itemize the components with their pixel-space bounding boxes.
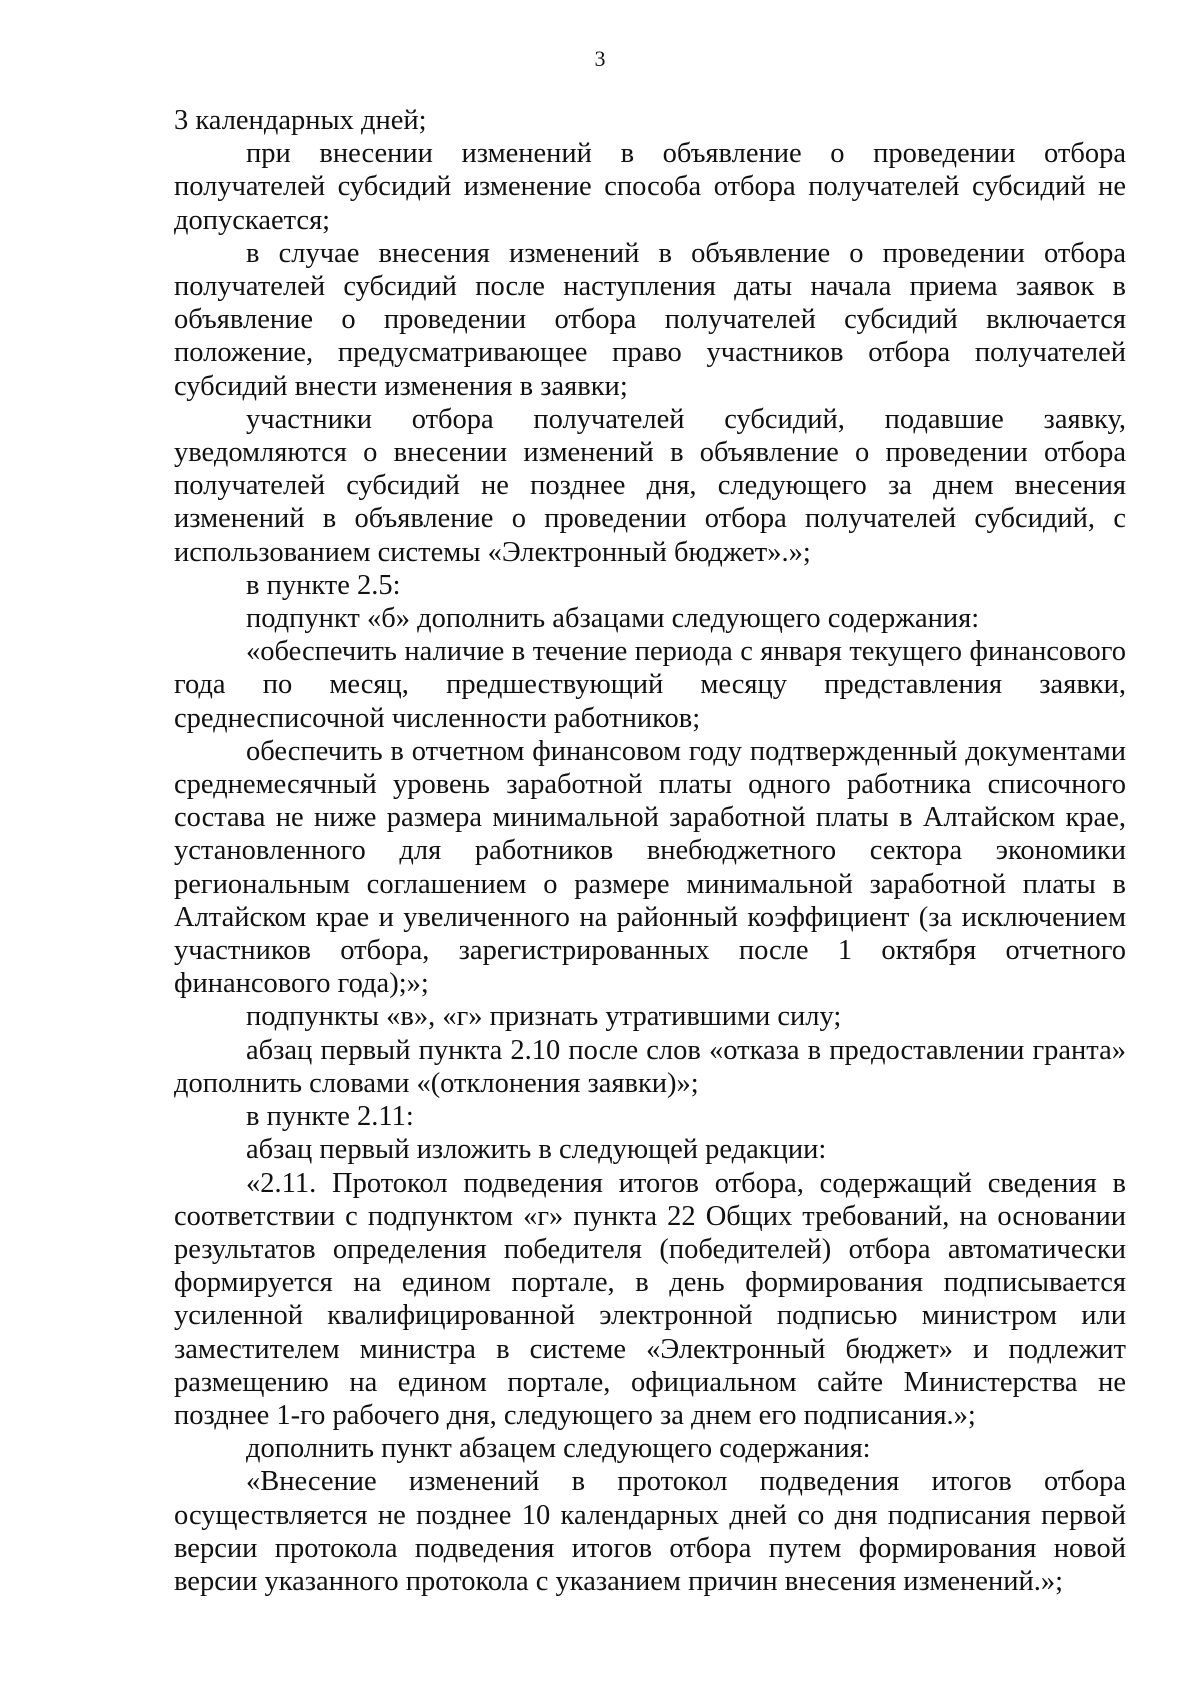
paragraph-protocol-changes: «Внесение изменений в протокол подведения итогов отбора осуществляется не позднее 10 календарных дней со дня подписания первой версии протокола подведения итогов отбора путем формирования новой версии указанного протокола с указанием причин внесения изменений.»; bbox=[174, 1466, 1126, 1597]
paragraph-subitems-invalid: подпункты «в», «г» признать утратившими силу; bbox=[246, 1001, 842, 1033]
paragraph-method-change: при внесении изменений в объявление о проведении отбора получателей субсидий изменение способа отбора получателей субсидий не допускается; bbox=[174, 138, 1126, 236]
paragraph-subitem-b: подпункт «б» дополнить абзацами следующего содержания: bbox=[246, 603, 980, 635]
page-number: 3 bbox=[594, 46, 606, 71]
paragraph-calendar-days: 3 календарных дней; bbox=[174, 105, 427, 136]
paragraph-add-abzac: дополнить пункт абзацем следующего содержания: bbox=[246, 1433, 871, 1465]
paragraph-salary-level: обеспечить в отчетном финансовом году подтвержденный документами среднемесячный уровень заработной платы одного работника списочного состава не ниже размера минимальной заработной платы в Алтайском крае, установленного для работников внебюджетного сектора экономики региональным соглашением о размере минимальной заработной платы в Алтайском крае и увеличенного на районный коэффициент (за исключением участников отбора, зарегистрированных после 1 октября отчетного финансового года);»; bbox=[174, 735, 1126, 1000]
paragraph-headcount: «обеспечить наличие в течение периода с января текущего финансового года по месяц, предшествующий месяцу представления заявки, среднесписочной численности работников; bbox=[174, 636, 1126, 734]
paragraph-first-abzac: абзац первый изложить в следующей редакции: bbox=[246, 1134, 827, 1166]
paragraph-changes-after-start: в случае внесения изменений в объявление о проведении отбора получателей субсидий после наступления даты начала приема заявок в объявление о проведении отбора получателей субсидий включается положение, предусматривающее право участников отбора получателей субсидий внести изменения в заявки; bbox=[174, 237, 1126, 402]
paragraph-item-2-11: в пункте 2.11: bbox=[246, 1101, 414, 1133]
paragraph-protocol: «2.11. Протокол подведения итогов отбора, содержащий сведения в соответствии с подпунктом «г» пункта 22 Общих требований, на основании результатов определения победителя (победителей) отбора автоматически формируется на едином портале, в день формирования подписывается усиленной квалифицированной электронной подписью министром или заместителем министра в системе «Электронный бюджет» и подлежит размещению на едином портале, официальном сайте Министерства не позднее 1-го рабочего дня, следующего за днем его подписания.»; bbox=[174, 1167, 1126, 1431]
document-body bbox=[174, 104, 1126, 1598]
paragraph-item-2-10: абзац первый пункта 2.10 после слов «отказа в предоставлении гранта» дополнить словами «(отклонения заявки)»; bbox=[174, 1034, 1126, 1099]
paragraph-participants-notified: участники отбора получателей субсидий, подавшие заявку, уведомляются о внесении изменений в объявление о проведении отбора получателей субсидий не позднее дня, следующего за днем внесения изменений в объявление о проведении отбора получателей субсидий, с использованием системы «Электронный бюджет».»; bbox=[174, 403, 1126, 568]
paragraph-item-2-5: в пункте 2.5: bbox=[246, 569, 401, 601]
